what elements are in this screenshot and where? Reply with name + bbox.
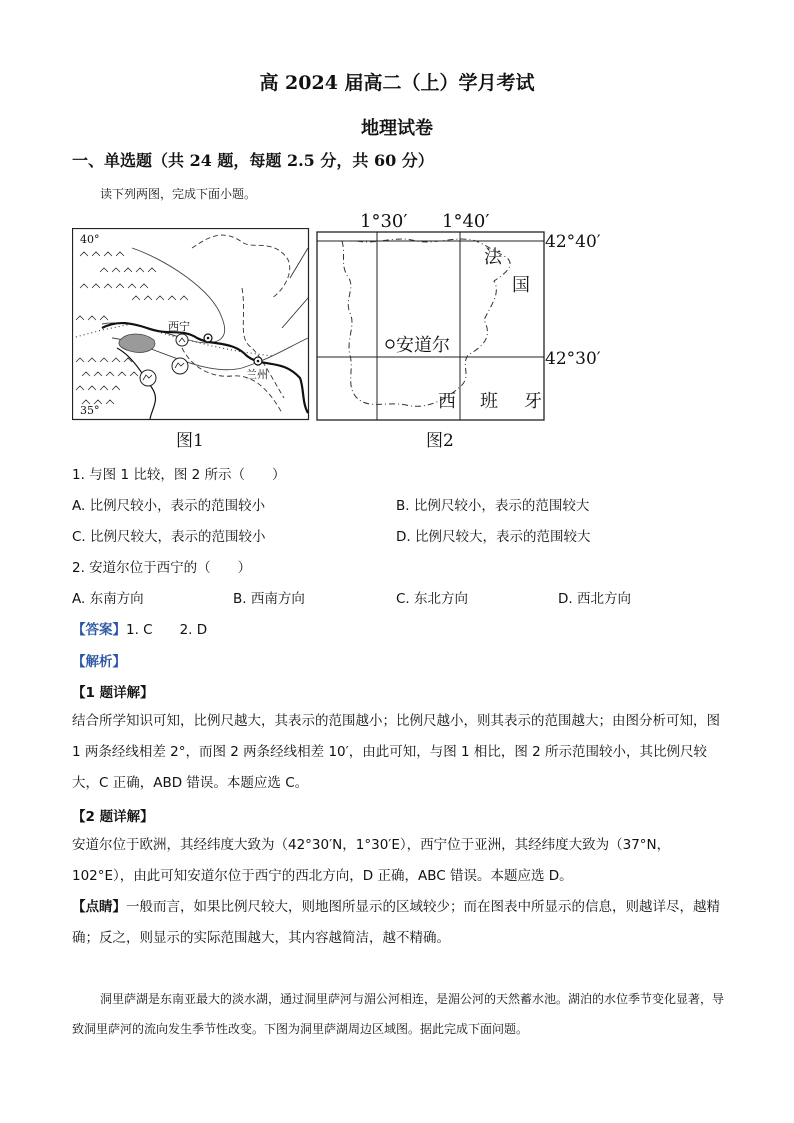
question-2-option-d[interactable]: D. 西北方向 <box>558 591 631 607</box>
city-label-xining: 西宁 <box>168 320 190 333</box>
city-label-andorra: 安道尔 <box>396 335 450 356</box>
country-label-spain-2: 班 <box>480 391 498 412</box>
city-andorra-icon <box>386 340 394 348</box>
figure2-map <box>316 205 634 423</box>
figure2-caption: 图2 <box>426 431 454 451</box>
question-1-option-c[interactable]: C. 比例尺较大，表示的范围较小 <box>72 529 266 545</box>
station-icon <box>176 334 188 346</box>
intro-text: 读下列两图，完成下面小题。 <box>100 187 257 201</box>
country-label-france-1: 法 <box>484 247 502 268</box>
tip-paragraph <box>72 892 722 954</box>
latitude-label-bottom: 35° <box>80 404 100 417</box>
country-label-spain-3: 牙 <box>524 391 542 412</box>
question-2-option-c[interactable]: C. 东北方向 <box>396 591 469 607</box>
city-label-lanzhou: 兰州 <box>246 368 268 381</box>
latitude-label-top: 40° <box>80 233 100 246</box>
map-frame <box>317 232 544 420</box>
answer-text: 1. C 2. D <box>126 622 208 638</box>
question-1-option-a[interactable]: A. 比例尺较小，表示的范围较小 <box>72 498 266 514</box>
station-icon <box>140 370 156 386</box>
question-1-stem: 1. 与图 1 比较，图 2 所示（ ） <box>72 467 286 483</box>
analysis-label: 【解析】 <box>72 654 126 670</box>
longitude-label-2: 1°40′ <box>442 211 490 232</box>
section-heading: 一、单选题（共 24 题，每题 2.5 分，共 60 分） <box>72 151 434 170</box>
latitude-label-1: 42°40′ <box>545 232 601 252</box>
figure1-caption: 图1 <box>176 431 204 451</box>
country-label-spain-1: 西 <box>438 391 456 412</box>
tip-text: 一般而言，如果比例尺较大，则地图所显示的区域较少；而在图表中所显示的信息，则越详尽，越精确；反之，则显示的实际范围越大，其内容越简洁，越不精确。 <box>72 899 720 946</box>
station-icon <box>172 358 188 374</box>
country-label-france-2: 国 <box>512 275 530 296</box>
next-intro-text: 洞里萨湖是东南亚最大的淡水湖，通过洞里萨河与湄公河相连，是湄公河的天然蓄水池。湖泊的水位季节变化显著，导致洞里萨河的流向发生季节性改变。下图为洞里萨湖周边区域图。据此完成下面问题。 <box>72 992 725 1036</box>
detail-1-text: 结合所学知识可知，比例尺越大，其表示的范围越小；比例尺越小，则其表示的范围越大；由图分析可知，图 1 两条经线相差 2°，而图 2 两条经线相差 10′，由此可知，与图 1 相比，图 2 所示范围较小，其比例尺较大，C 正确，ABD 错误。本题应选 C。 <box>72 713 720 791</box>
answer-line <box>72 618 207 638</box>
detail-1-label: 【1 题详解】 <box>72 685 154 701</box>
question-1-option-d[interactable]: D. 比例尺较大，表示的范围较大 <box>396 529 591 545</box>
detail-2-label: 【2 题详解】 <box>72 809 154 825</box>
question-2-stem: 2. 安道尔位于西宁的（ ） <box>72 560 252 576</box>
exam-subtitle: 地理试卷 <box>361 118 433 139</box>
question-2-option-b[interactable]: B. 西南方向 <box>233 591 305 607</box>
question-1-option-b[interactable]: B. 比例尺较小，表示的范围较大 <box>396 498 590 514</box>
exam-title: 高 2024 届高二（上）学月考试 <box>259 72 535 94</box>
detail-2-text: 安道尔位于欧洲，其经纬度大致为（42°30′N，1°30′E），西宁位于亚洲，其经纬度大致为（37°N，102°E），由此可知安道尔位于西宁的西北方向，D 正确，ABC 错误。本题应选 D。 <box>72 837 671 884</box>
tip-label: 【点睛】 <box>72 899 126 915</box>
longitude-label-1: 1°30′ <box>360 211 408 232</box>
answer-label: 【答案】 <box>72 622 126 638</box>
question-2-option-a[interactable]: A. 东南方向 <box>72 591 144 607</box>
latitude-label-2: 42°30′ <box>545 349 601 369</box>
figure1-map <box>72 228 310 421</box>
